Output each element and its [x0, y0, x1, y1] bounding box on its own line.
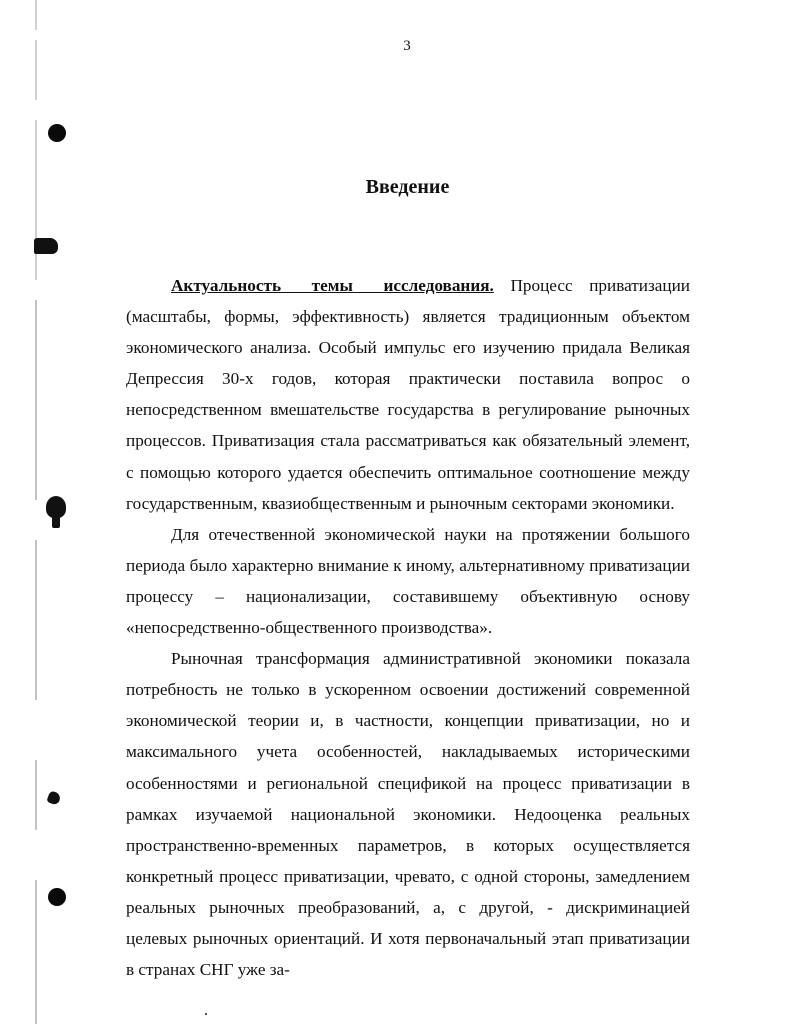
scan-blot: [52, 516, 60, 528]
scan-speck: [205, 1013, 207, 1015]
page-title: Введение: [365, 176, 450, 198]
paragraph-text: Процесс приватизации (масштабы, формы, эффективность) является традиционным объектом экономического анализа. Особый импульс его изучению придала Великая Депрессия 30-х годов, которая практически поставила вопрос о непосредственном вмешательстве государства в регулирование рыночных процессов. Приватизация стала рассматриваться как обязательный элемент, с помощью которого удается обеспечить оптимальное соотношение между государственным, квазиобщественным и рыночным секторами экономики.: [126, 276, 690, 513]
paragraph: [126, 270, 690, 519]
paragraph: Для отечественной экономической науки на протяжении большого периода было характерно внимание к иному, альтернативному приватизации процессу – национализации, составившему объективную основу «непосредственно-общественного производства».: [126, 524, 690, 638]
punch-hole-bottom: [48, 888, 66, 906]
page-number: 3: [403, 38, 411, 54]
scan-blot: [46, 496, 66, 518]
scan-blot: [46, 790, 61, 805]
paragraph: Рыночная трансформация административной экономики показала потребность не только в ускоренном освоении достижений современной экономической теории и, в частности, концепции приватизации, но и максимального учета особенностей, накладываемых историческими особенностями и региональной спецификой на процесс приватизации в рамках изучаемой национальной экономики. Недооценка реальных пространственно-временных параметров, в которых осуществляется конкретный процесс приватизации, чревато, с одной стороны, замедлением реальных рыночных преобразований, а, с другой, - дискриминацией целевых рыночных ориентаций. И хотя первоначальный этап приватизации в странах СНГ уже за-: [126, 649, 690, 980]
body-text: [126, 270, 690, 985]
scan-blot: [34, 238, 58, 254]
section-subheading: Актуальность темы исследования.: [171, 276, 494, 295]
scan-margin-line: [35, 0, 37, 1024]
punch-hole-top: [48, 124, 66, 142]
